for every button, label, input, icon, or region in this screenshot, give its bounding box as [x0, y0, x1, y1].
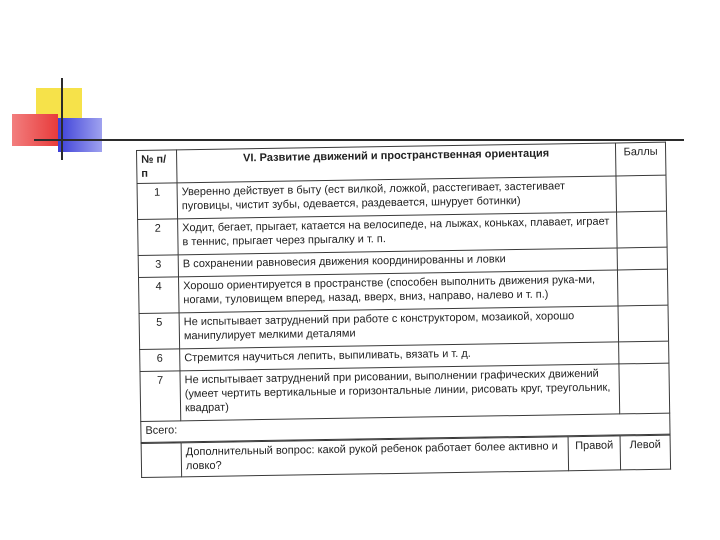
row-text: Стремится научиться лепить, выпиливать, вязать и т. д.: [180, 342, 619, 371]
row-points-cell: [617, 269, 668, 306]
row-number: 4: [139, 277, 180, 314]
row-text: Не испытывает затруднений при работе с конструктором, мозаикой, хорошо манипулирует мелкими деталями: [179, 306, 619, 349]
row-points-cell: [617, 211, 668, 248]
row-number: 5: [139, 313, 180, 350]
row-number: 2: [138, 219, 179, 256]
row-text: Уверенно действует в быту (ест вилкой, ложкой, расстегивает, застегивает пуговицы, чистит зубы, одевается, раздевается, шнурует ботинки): [177, 176, 617, 219]
header-number: № п/п: [137, 150, 178, 184]
header-points: Баллы: [615, 142, 666, 176]
row-points-cell: [617, 247, 667, 270]
row-text: В сохранении равновесия движения координированны и ловки: [178, 248, 617, 277]
extra-question-text: Дополнительный вопрос: какой рукой ребенок работает более активно и ловко?: [181, 437, 568, 477]
row-text: Не испытывает затруднений при рисовании, выполнении графических движений (умеет чертить вертикальные и горизонтальные линии, рисовать круг, треугольник, квадрат): [180, 364, 620, 421]
row-number: 7: [140, 371, 181, 422]
row-points-cell: [619, 341, 669, 364]
row-points-cell: [619, 363, 670, 414]
right-hand-label: Правой: [568, 436, 621, 471]
left-hand-label: Левой: [620, 435, 671, 470]
ornament-red-square: [12, 114, 58, 146]
ornament-blue-square: [58, 118, 102, 152]
title-divider-line: [34, 139, 684, 141]
row-points-cell: [616, 175, 667, 212]
table-row: [140, 363, 670, 421]
questionnaire-scan: [136, 142, 671, 478]
questionnaire-table: [136, 142, 671, 443]
row-number: 1: [137, 183, 178, 220]
total-label: Всего:: [141, 413, 670, 442]
ornament-vertical-line: [61, 78, 63, 160]
row-text: Хорошо ориентируется в пространстве (способен выполнить движения рука-ми, ногами, туловищем вперед, назад, вверх, вниз, направо, налево и т. п.): [178, 270, 618, 313]
row-text: Ходит, бегает, прыгает, катается на велосипеде, на лыжах, коньках, плавает, играет в теннис, прыгает через прыгалку и т. п.: [178, 212, 618, 255]
extra-question-table: [141, 435, 671, 478]
row-points-cell: [618, 305, 669, 342]
row-number: 6: [140, 349, 180, 372]
extra-empty-cell: [141, 443, 182, 478]
header-title: VI. Развитие движений и пространственная ориентация: [177, 143, 616, 183]
extra-question-row: [141, 435, 670, 477]
row-number: 3: [138, 255, 178, 278]
